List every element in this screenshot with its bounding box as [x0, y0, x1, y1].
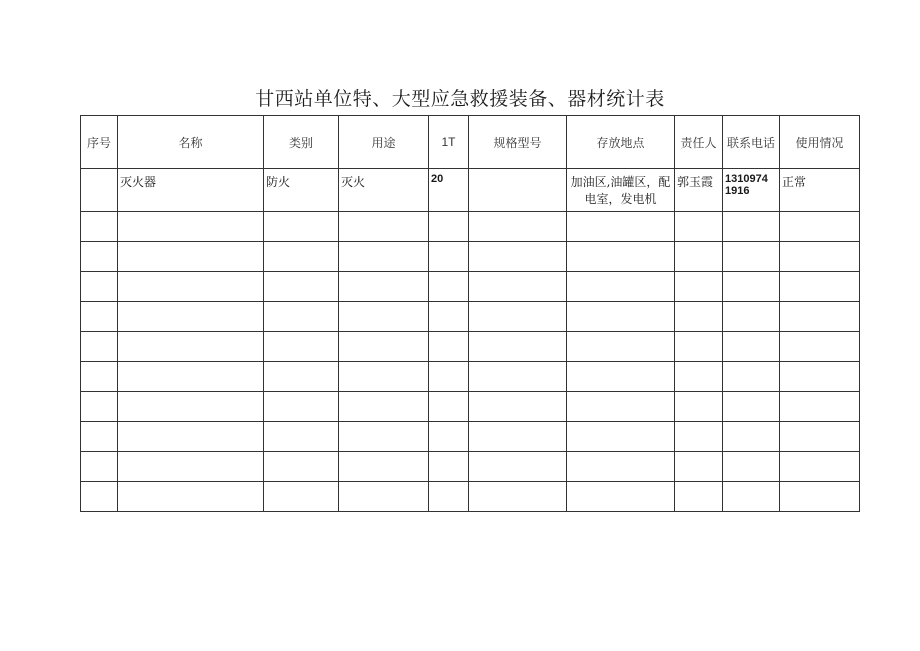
table-row	[81, 212, 860, 242]
header-name: 名称	[118, 116, 264, 169]
header-category: 类别	[264, 116, 339, 169]
table-header-row	[81, 116, 860, 169]
table-row	[81, 242, 860, 272]
header-phone: 联系电话	[723, 116, 780, 169]
table-row	[81, 332, 860, 362]
cell-status: 正常	[780, 169, 860, 212]
table-row	[81, 272, 860, 302]
table-row	[81, 302, 860, 332]
cell-spec	[469, 169, 567, 212]
table-row	[81, 362, 860, 392]
header-location: 存放地点	[567, 116, 675, 169]
header-purpose: 用途	[339, 116, 429, 169]
page-title: 甘西站单位特、大型应急救援装备、器材统计表	[255, 88, 665, 110]
table-row	[81, 452, 860, 482]
header-quantity: 1T	[429, 116, 469, 169]
header-spec: 规格型号	[469, 116, 567, 169]
cell-purpose: 灭火	[339, 169, 429, 212]
table-row	[81, 482, 860, 512]
table-row	[81, 422, 860, 452]
header-index: 序号	[81, 116, 118, 169]
header-status: 使用情况	[780, 116, 860, 169]
cell-index	[81, 169, 118, 212]
cell-name: 灭火器	[118, 169, 264, 212]
cell-location: 加油区,油罐区，配电室，发电机	[567, 169, 675, 212]
table-row	[81, 392, 860, 422]
equipment-table	[80, 115, 860, 512]
header-person: 责任人	[675, 116, 723, 169]
cell-quantity: 20	[429, 169, 469, 212]
table-row	[81, 169, 860, 212]
cell-phone: 1310974 1916	[723, 169, 780, 212]
cell-category: 防火	[264, 169, 339, 212]
cell-person: 郭玉霞	[675, 169, 723, 212]
